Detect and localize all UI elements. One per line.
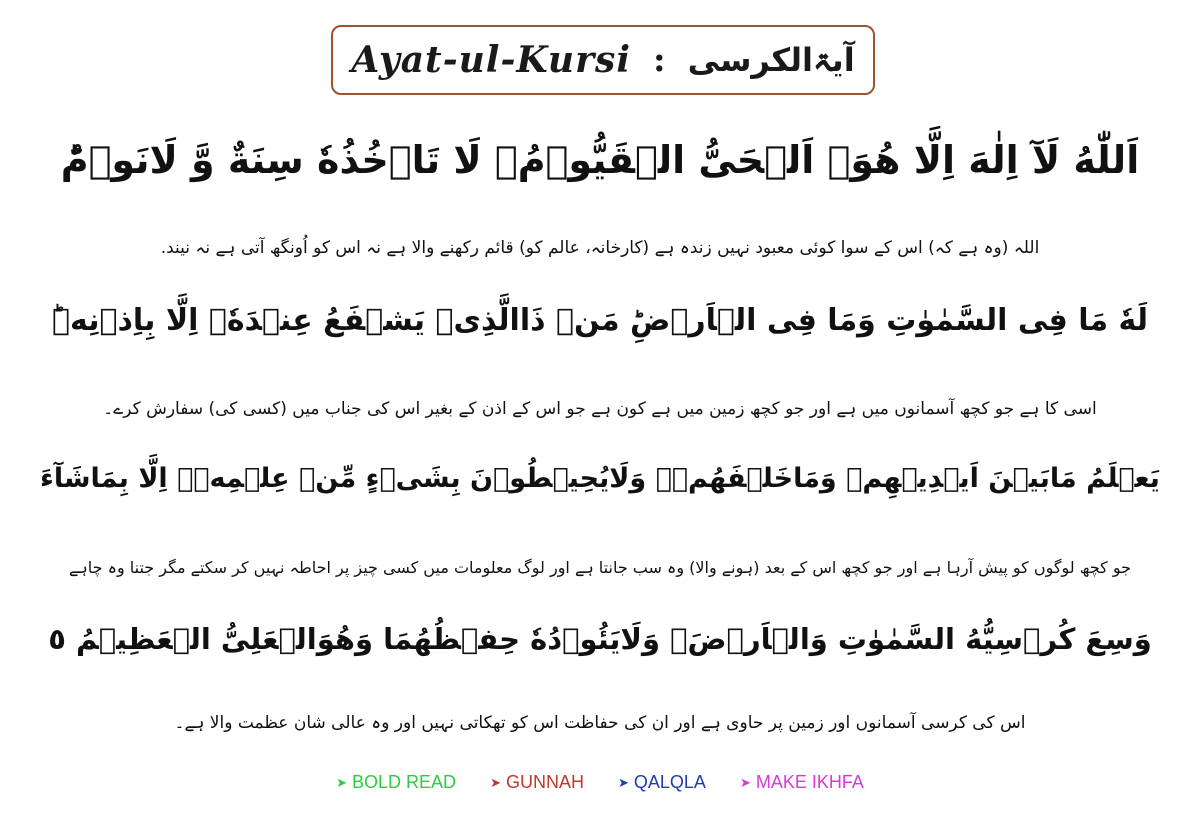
legend-label: MAKE IKHFA [755, 772, 864, 792]
verse-3-arabic: یَعۡلَمُ مَابَیۡنَ اَیۡدِیۡهِمۡ وَمَاخَلۡفَهُمۡۚ وَلَایُحِیۡطُوۡنَ بِشَیۡءٍ مِّنۡ عِلۡمِهٖۚ اِلَّا بِمَاشَآءَ [40, 463, 1160, 494]
verse-1-translation: اللہ (وہ ہے کہ) اس کے سوا کوئی معبود نہیں زندہ ہے (کارخانہ، عالم کو) قائم رکھنے والا ہے نہ اس کو اُونگھ آتی ہے نہ نیند. [160, 238, 1040, 258]
title-latin: Ayat-ul-Kursi [351, 39, 632, 81]
verse-2-arabic: لَهٗ مَا فِی السَّمٰوٰتِ وَمَا فِی الۡاَرۡضِؕ مَنۡ ذَاالَّذِیۡ یَشۡفَعُ عِنۡدَهٗۤ اِلَّا بِاِذۡنِهٖؕ [52, 303, 1148, 338]
arrow-icon: ➤ [617, 774, 629, 790]
arrow-icon: ➤ [490, 774, 501, 790]
legend-label: QALQLA [633, 772, 706, 792]
verse-3-translation: جو کچھ لوگوں کو پیش آرہا ہے اور جو کچھ اس کے بعد (ہونے والا) وہ سب جانتا ہے اور لوگ معلومات میں کسی چیز پر احاطہ نہیں کر سکتے مگر جتنا وہ چاہے [68, 558, 1131, 577]
arrow-icon: ➤ [739, 774, 751, 790]
verse-4-translation: اس کی کرسی آسمانوں اور زمین پر حاوی ہے اور ان کی حفاظت اس کو تھکاتی نہیں اور وہ عالی شان عظمت والا ہے۔ [174, 713, 1026, 733]
verse-4-arabic: وَسِعَ کُرۡسِیُّهُ السَّمٰوٰتِ وَالۡاَرۡضَۚ وَلَایَئُوۡدُهٗ حِفۡظُهُمَا وَهُوَالۡعَلِیُّ الۡعَظِیۡمُ ٥ [48, 622, 1152, 656]
tajweed-legend [0, 772, 1200, 793]
legend-item-make-ikhfa [740, 772, 864, 793]
legend-item-qalqla [618, 772, 706, 793]
legend-item-gunnah [490, 772, 584, 793]
title-arabic: آیۃالکرسی [687, 41, 855, 79]
title-separator: : [653, 40, 666, 80]
legend-item-bold-read [336, 772, 456, 793]
title-box [331, 25, 875, 95]
verse-2-translation: اسی کا ہے جو کچھ آسمانوں میں ہے اور جو کچھ زمین میں ہے کون ہے جو اس کے اذن کے بغیر اس کی جناب میں (کسی کی) سفارش کرے۔ [103, 399, 1097, 419]
legend-label: GUNNAH [505, 772, 584, 792]
arrow-icon: ➤ [336, 774, 348, 790]
legend-label: BOLD READ [352, 772, 457, 792]
verse-1-arabic: اَللّٰهُ لَآ اِلٰهَ اِلَّا هُوَۚ اَلۡحَیُّ الۡقَیُّوۡمُۚ لَا تَاۡخُذُهٗ سِنَةٌ وَّ لَانَوۡمٌؕ [60, 138, 1140, 182]
